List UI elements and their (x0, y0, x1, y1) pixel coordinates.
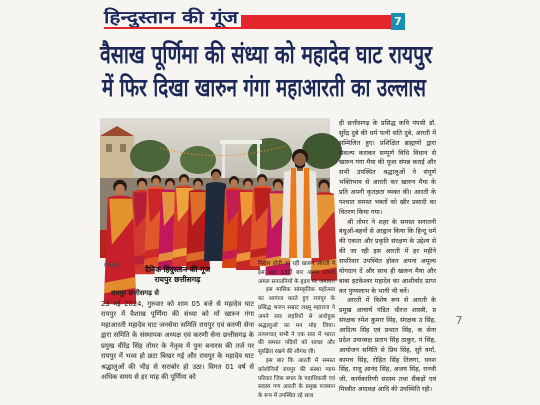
caption-line-1: दैनिक हिंदुस्तान की गूंज (144, 265, 211, 274)
masthead-underline (104, 27, 241, 29)
article-column-1 (101, 288, 254, 402)
article-dateline: रायपुर छत्तीसगढ़ से (111, 289, 159, 297)
photo-building (100, 126, 134, 178)
article-paragraph: श्री तोमर ने शहर के समस्त सनातनी बंधुओं-बहनों से आह्वान किया कि हिन्दू धर्म की एकता और प्रकृति संरक्षण के उद्देश्य से की जा रही इस आरती में हर महीने सपरिवार उपस्थित होकर अपना अमूल्य योगदान दें और साथ ही खारुन मैया और बाबा हटकेश्वर महादेव का आशीर्वाद प्राप्त कर पुण्यलाभ के भागी भी बनें। (339, 218, 436, 295)
page-number-box: 7 (391, 13, 405, 30)
photo-caption (100, 265, 255, 287)
article-column-2 (258, 260, 335, 402)
article-column-3 (339, 119, 436, 402)
article-paragraph: इस बार कि आरती में समस्त कॉलोनियों रायपुर की संस्था ग्याम परिवार जिस बगल के पदाधिकारी एवं सदस्य गण आरती के प्रमुख यजमान के रूप में उपस्थित रहे साथ (258, 357, 335, 400)
article-photo (100, 118, 330, 258)
masthead-red-bar (241, 15, 391, 29)
article-paragraph: निरंतर होती आ रही खारुन आरती ने इस माह 13वीं बार अपना प्रभाव अमल सनातनियों के हृदय पर जमाया। (258, 261, 335, 285)
article-paragraph: इस मासिक सांस्कृतिक महोत्सव का आगाज करते हुए रायपुर के प्रसिद्ध भजन सम्राट लक्ष्मू महाराज ने अपने स्वर लहरियों से आरोहुक श्रद्धालुओं का मन मोह लिया। तत्पश्चात् सभी ने एक स्वर में भारत की समस्त नदियों को स्वच्छ और सुरक्षित रखने की शौगंध ली। (258, 287, 335, 356)
headline (98, 35, 529, 107)
article-paragraph: 23 मई 2024, गुरुवार को शाम 05 बजे से महादेव घाट रायपुर में वैशाख पूर्णिमा की संध्या को माँ खारुन गंगा महाआरती महादेव घाट जनसेवा समिति रायपुर एवं करणी सेना द्वारा समिति के संस्थापक अध्यक्ष एवं करणी सेना छत्तीसगढ़ के प्रमुख वीरेंद्र सिंह तोमर के नेतृत्व में पुनः बनारस की तर्ज पर रायपुर में भव्य हो छटा बिखर गई और रायपुर के महादेव घाट श्रद्धालुओं की भीड़ से सराबोर हो उठा। विगत 01 वर्ष से अधिक समय से हर माह की पूर्णिमा को (101, 299, 254, 382)
margin-page-number: 7 (455, 314, 463, 327)
headline-line-2: में फिर दिखा खारुन गंगा महाआरती का उल्लास (101, 73, 427, 102)
photo-code: 0684 (104, 262, 120, 269)
masthead-title (104, 3, 242, 30)
masthead-title-text: हिन्दुस्तान की गूंज (104, 8, 214, 28)
caption-line-2: रायपुर छत्तीसगढ़ (154, 275, 201, 284)
article-paragraph: आरती में विशेष रूप से आरती के प्रमुख आचार्य पंडित धीरज शास्त्री, प्र संरक्षक रमेश कुमार सिंह, संरक्षक उ सिंह, आदित्य सिंह एवं प्रभात सिंह, क सेना प्रदेश उपाध्यक्ष प्रताप सिंह ठाकुर, पं सिंह, आयोजन समिति से प्रिय सिंह, सुरें वर्मा, कामच सिंह, रोहित सिंह तिलगा, धनश सिंह, राजु आनंद सिंह, अजय सिंह, रानवी जी, कार्यकारिणी सदस्य तथा सैंकड़ों एवं मिस्त्रीत आदवक्ष आदि की उपस्थिति रही। (339, 297, 436, 394)
headline-line-1: वैसाख पूर्णिमा की संध्या को महादेव घाट रायपुर (100, 40, 529, 69)
article-paragraph: ही छत्तीसगढ़ के प्रसिद्ध कवि पंपसी डॉ. सुरेंद्र दुबे की धर्म पत्नी सति दुबे, आरती में सम्मिलित हुए। प्रशिक्षित ब्राह्मणों द्वारा संकल्प कराकर सम्पूर्ण विधि विधान से खारुन गंगा मैया की पूजा संपन्न कराई और सभी उपस्थित श्रद्धालुओं ने संपूर्ण भक्तिभाव से आरती कर खारुन मैया के प्रति अपनी कृतज्ञता व्यक्त की। आरती के पश्चात समस्त भक्तों को खीर प्रसादी का वितरण किया गया। (339, 120, 436, 216)
